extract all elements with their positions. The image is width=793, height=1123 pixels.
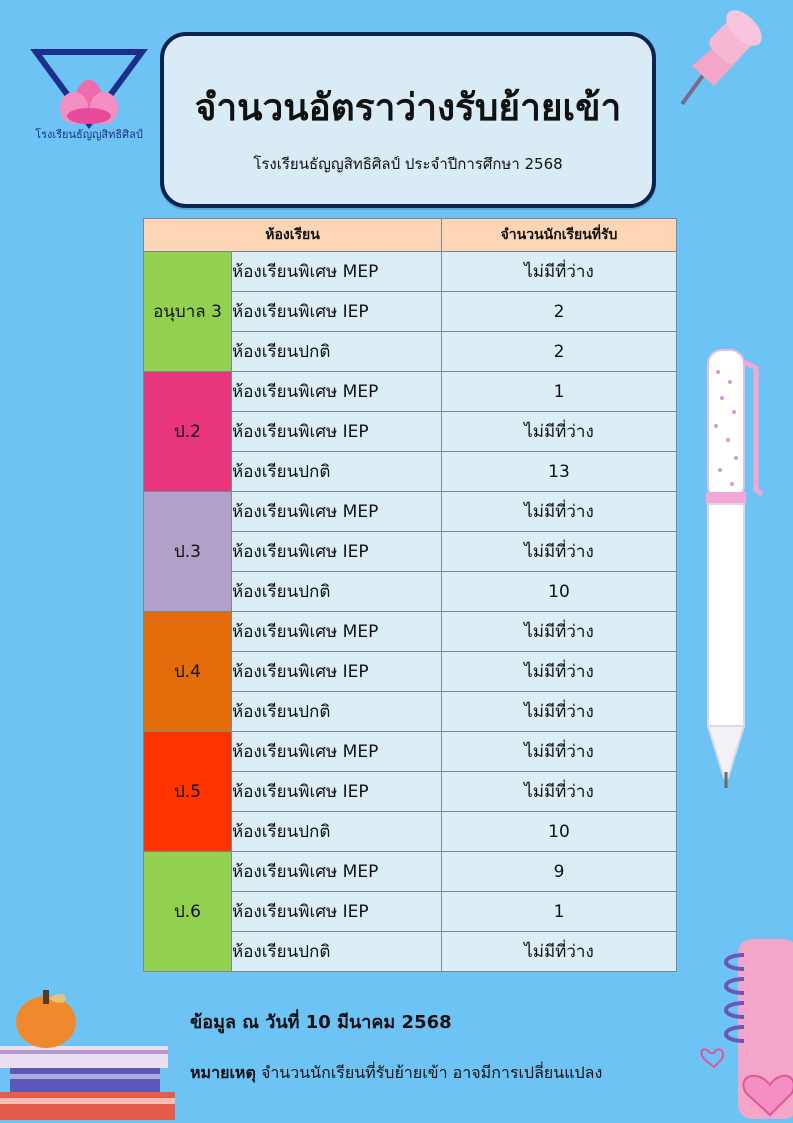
- logo-text: โรงเรียนธัญญสิทธิศิลป์: [35, 128, 143, 141]
- room-cell: ห้องเรียนพิเศษ MEP: [232, 612, 442, 652]
- table-row: [144, 612, 677, 652]
- school-logo: [26, 48, 152, 144]
- table-row: [144, 372, 677, 412]
- count-cell: ไม่มีที่ว่าง: [442, 652, 677, 692]
- table-header-row: [144, 219, 677, 252]
- count-cell: ไม่มีที่ว่าง: [442, 692, 677, 732]
- count-cell: ไม่มีที่ว่าง: [442, 732, 677, 772]
- room-cell: ห้องเรียนพิเศษ MEP: [232, 852, 442, 892]
- room-cell: ห้องเรียนปกติ: [232, 572, 442, 612]
- count-cell: 10: [442, 812, 677, 852]
- room-cell: ห้องเรียนพิเศษ IEP: [232, 292, 442, 332]
- count-cell: 2: [442, 332, 677, 372]
- table-body: [144, 252, 677, 972]
- grade-cell: ป.2: [144, 372, 232, 492]
- grade-cell: ป.6: [144, 852, 232, 972]
- room-cell: ห้องเรียนพิเศษ MEP: [232, 372, 442, 412]
- room-cell: ห้องเรียนปกติ: [232, 452, 442, 492]
- books-apple-icon: [0, 988, 175, 1123]
- table-row: [144, 252, 677, 292]
- room-cell: ห้องเรียนพิเศษ IEP: [232, 772, 442, 812]
- count-cell: 2: [442, 292, 677, 332]
- pushpin-icon: [662, 4, 774, 114]
- room-cell: ห้องเรียนพิเศษ IEP: [232, 892, 442, 932]
- footer-note: [190, 1061, 602, 1086]
- grade-cell: ป.5: [144, 732, 232, 852]
- count-cell: 9: [442, 852, 677, 892]
- pen-icon: [700, 342, 770, 792]
- notebook-icon: [700, 935, 793, 1123]
- page-subtitle: โรงเรียนธัญญสิทธิศิลป์ ประจำปีการศึกษา 2568: [253, 155, 563, 173]
- room-cell: ห้องเรียนปกติ: [232, 932, 442, 972]
- rates-table: [143, 218, 677, 972]
- table-row: [144, 852, 677, 892]
- count-cell: ไม่มีที่ว่าง: [442, 772, 677, 812]
- room-cell: ห้องเรียนพิเศษ MEP: [232, 732, 442, 772]
- note-label: หมายเหตุ: [190, 1063, 256, 1082]
- data-date: ข้อมูล ณ วันที่ 10 มีนาคม 2568: [190, 1012, 452, 1033]
- room-cell: ห้องเรียนปกติ: [232, 332, 442, 372]
- room-cell: ห้องเรียนพิเศษ MEP: [232, 492, 442, 532]
- count-cell: ไม่มีที่ว่าง: [442, 532, 677, 572]
- count-cell: 13: [442, 452, 677, 492]
- room-cell: ห้องเรียนปกติ: [232, 692, 442, 732]
- room-cell: ห้องเรียนพิเศษ IEP: [232, 412, 442, 452]
- room-cell: ห้องเรียนปกติ: [232, 812, 442, 852]
- count-cell: 1: [442, 892, 677, 932]
- title-box: [160, 32, 656, 208]
- grade-cell: อนุบาล 3: [144, 252, 232, 372]
- note-text: จำนวนนักเรียนที่รับย้ายเข้า อาจมีการเปลี่ยนแปลง: [255, 1063, 603, 1082]
- room-cell: ห้องเรียนพิเศษ IEP: [232, 532, 442, 572]
- grade-cell: ป.3: [144, 492, 232, 612]
- count-cell: ไม่มีที่ว่าง: [442, 412, 677, 452]
- grade-cell: ป.4: [144, 612, 232, 732]
- count-cell: ไม่มีที่ว่าง: [442, 932, 677, 972]
- room-cell: ห้องเรียนพิเศษ IEP: [232, 652, 442, 692]
- room-cell: ห้องเรียนพิเศษ MEP: [232, 252, 442, 292]
- count-cell: ไม่มีที่ว่าง: [442, 252, 677, 292]
- count-cell: 10: [442, 572, 677, 612]
- count-cell: ไม่มีที่ว่าง: [442, 612, 677, 652]
- table-row: [144, 492, 677, 532]
- header-room: ห้องเรียน: [144, 219, 442, 252]
- count-cell: 1: [442, 372, 677, 412]
- page-title: จำนวนอัตราว่างรับย้ายเข้า: [194, 86, 622, 129]
- header-count: จำนวนนักเรียนที่รับ: [442, 219, 677, 252]
- count-cell: ไม่มีที่ว่าง: [442, 492, 677, 532]
- table-row: [144, 732, 677, 772]
